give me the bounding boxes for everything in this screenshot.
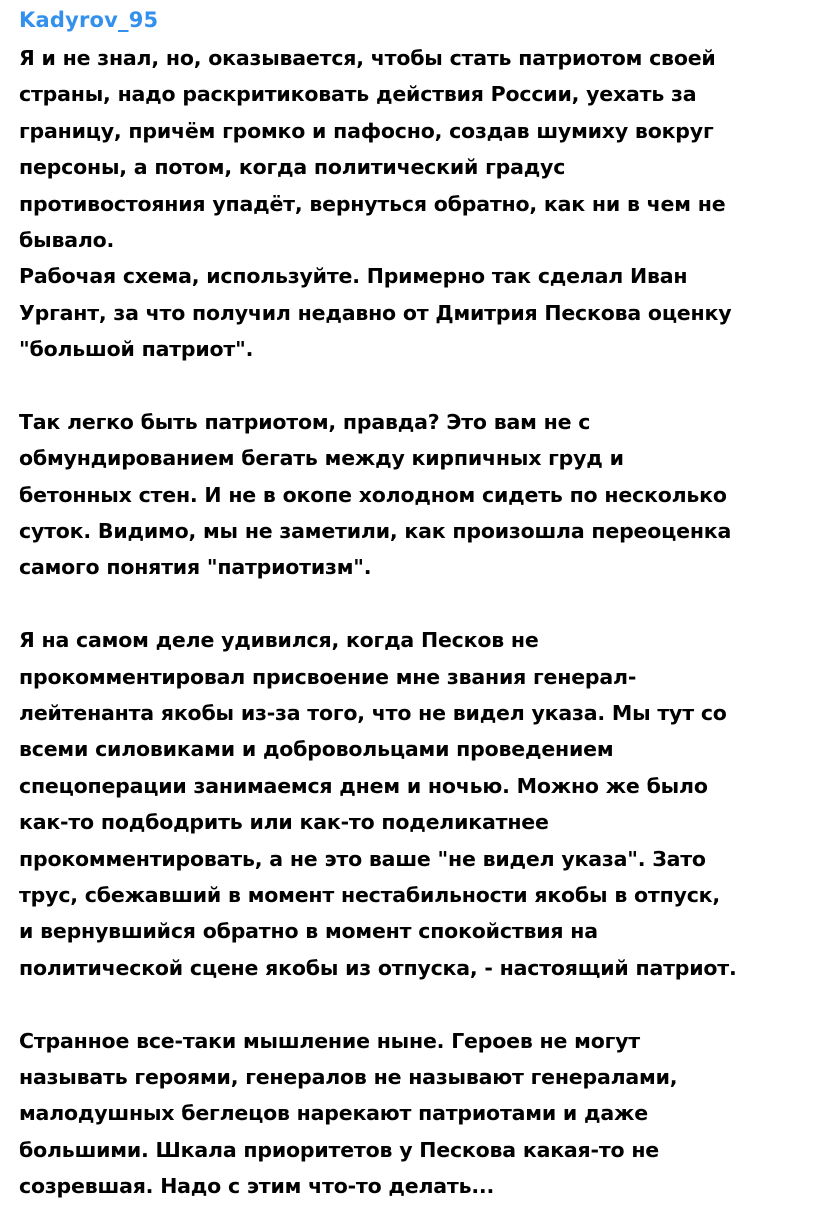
text-line: называть героями, генералов не называют генералами, [19,1064,678,1089]
paragraph-gap [19,586,839,622]
text-line: "большой патриот". [19,337,254,362]
text-line: Я и не знал, но, оказывается, чтобы стать патриотом своей [19,46,716,70]
text-line: большими. Шкала приоритетов у Пескова какая-то не [19,1137,659,1162]
post-paragraph [19,40,839,368]
text-line: Так легко быть патриотом, правда? Это вам не с [19,409,591,434]
text-line: трус, сбежавший в момент нестабильности якобы в отпуск, [19,882,720,907]
text-line: самого понятия "патриотизм". [19,555,372,580]
text-line: противостояния упадёт, вернуться обратно, как ни в чем не [19,191,726,216]
text-line: и вернувшийся обратно в момент спокойствия на [19,919,598,944]
paragraph-gap [19,986,839,1022]
text-line: суток. Видимо, мы не заметили, как произошла переоценка [19,519,732,544]
text-line: Ургант, за что получил недавно от Дмитрия Пескова оценку [19,300,732,325]
text-line: малодушных беглецов нарекают патриотами и даже [19,1101,648,1126]
post-paragraph [19,404,839,586]
text-line: созревшая. Надо с этим что-то делать... [19,1174,495,1199]
text-line: обмундированием бегать между кирпичных груд и [19,446,624,471]
text-line: спецоперации занимаемся днем и ночью. Можно же было [19,773,708,798]
text-line: политической сцене якобы из отпуска, - настоящий патриот. [19,955,737,980]
post-paragraph [19,622,839,986]
text-line: Странное все-таки мышление ныне. Героев не могут [19,1028,640,1053]
text-line: Рабочая схема, используйте. Примерно так сделал Иван [19,264,688,289]
post-paragraph [19,1023,839,1205]
text-line: лейтенанта якобы из-за того, что не видел указа. Мы тут со [19,701,727,726]
post-author-name[interactable]: Kadyrov_95 [19,8,159,32]
text-line: страны, надо раскритиковать действия России, уехать за [19,82,697,107]
text-line: прокомментировал присвоение мне звания генерал- [19,664,637,689]
text-line: границу, причём громко и пафосно, создав шумиху вокруг [19,118,714,143]
text-line: персоны, а потом, когда политический градус [19,155,566,180]
text-line: бывало. [19,227,115,252]
text-line: бетонных стен. И не в окопе холодном сидеть по несколько [19,482,727,507]
paragraph-gap [19,368,839,404]
text-line: прокомментировать, а не это ваше "не видел указа". Зато [19,846,706,871]
post-message-text [19,40,839,1205]
text-line: как-то подбодрить или как-то поделикатнее [19,810,549,835]
text-line: всеми силовиками и добровольцами проведением [19,737,614,762]
text-line: Я на самом деле удивился, когда Песков не [19,628,539,653]
